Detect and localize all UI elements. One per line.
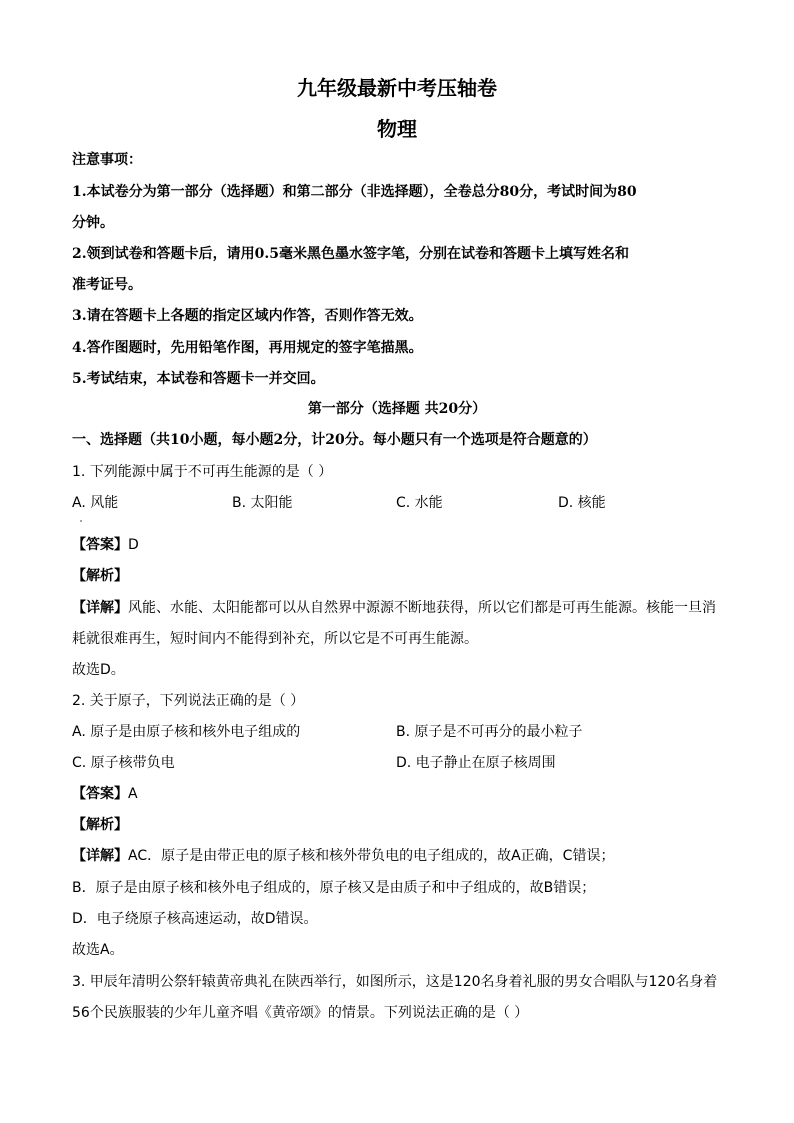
q1-detail-line: [72, 598, 732, 618]
q1-conclusion: 故选D。: [72, 662, 125, 678]
answer-value: D: [128, 537, 139, 553]
section-heading: 一、选择题（共10小题，每小题2分，计20分。每小题只有一个选项是符合题意的）: [72, 432, 597, 448]
detail-text: AC．原子是由带正电的原子核和核外带负电的电子组成的，故A正确，C错误；: [128, 848, 615, 864]
q2-detail-line: [72, 846, 732, 866]
answer-value: A: [128, 786, 138, 802]
answer-tag: 【答案】: [72, 537, 128, 553]
q2-stem: 2. 关于原子，下列说法正确的是（ ）: [72, 693, 305, 709]
q1-option-d: D. 核能: [558, 495, 606, 511]
q1-detail-line: 耗就很难再生，短时间内不能得到补充，所以它是不可再生能源。: [72, 631, 478, 647]
note-item: 3.请在答题卡上各题的指定区域内作答，否则作答无效。: [72, 308, 423, 324]
q2-option-c: C. 原子核带负电: [72, 755, 175, 771]
subject-title: 物理: [377, 117, 417, 141]
q2-analysis-tag: 【解析】: [72, 817, 128, 833]
q1-option-a: A. 风能: [72, 495, 119, 511]
q1-option-c: C. 水能: [396, 495, 443, 511]
stray-dot: [80, 520, 82, 522]
q2-option-d: D. 电子静止在原子核周围: [396, 755, 556, 771]
q2-option-a: A. 原子是由原子核和核外电子组成的: [72, 724, 301, 740]
q1-answer: [72, 535, 732, 555]
q2-answer: [72, 784, 732, 804]
q2-option-b: B. 原子是不可再分的最小粒子: [396, 724, 583, 740]
q3-stem-line: 56个民族服装的少年儿童齐唱《黄帝颂》的情景。下列说法正确的是（ ）: [72, 1005, 529, 1021]
note-item: 1.本试卷分为第一部分（选择题）和第二部分（非选择题），全卷总分80分，考试时间为80: [72, 184, 637, 200]
q1-option-b: B. 太阳能: [232, 495, 293, 511]
q3-stem-line: 3. 甲辰年清明公祭轩辕黄帝典礼在陕西举行，如图所示，这是120名身着礼服的男女合唱队与120名身着: [72, 974, 718, 990]
notes-heading: 注意事项：: [72, 152, 142, 168]
answer-tag: 【答案】: [72, 786, 128, 802]
note-item: 分钟。: [72, 215, 114, 231]
exam-title: 九年级最新中考压轴卷: [297, 76, 497, 100]
detail-tag: 【详解】: [72, 600, 128, 616]
note-item: 5.考试结束，本试卷和答题卡一并交回。: [72, 371, 325, 387]
note-item: 2.领到试卷和答题卡后，请用0.5毫米黑色墨水签字笔，分别在试卷和答题卡上填写姓名和: [72, 246, 629, 262]
note-item: 4.答作图题时，先用铅笔作图，再用规定的签字笔描黑。: [72, 340, 423, 356]
detail-tag: 【详解】: [72, 848, 128, 864]
note-item: 准考证号。: [72, 277, 142, 293]
part1-heading: 第一部分（选择题 共20分）: [307, 401, 487, 417]
detail-text: 风能、水能、太阳能都可以从自然界中源源不断地获得，所以它们都是可再生能源。核能一旦消: [128, 600, 716, 616]
q2-detail-line: D．电子绕原子核高速运动，故D错误。: [72, 911, 318, 927]
q1-stem: 1. 下列能源中属于不可再生能源的是（ ）: [72, 464, 333, 480]
q2-detail-line: B．原子是由原子核和核外电子组成的，原子核又是由质子和中子组成的，故B错误；: [72, 880, 596, 896]
q2-conclusion: 故选A。: [72, 942, 124, 958]
q1-analysis-tag: 【解析】: [72, 568, 128, 584]
